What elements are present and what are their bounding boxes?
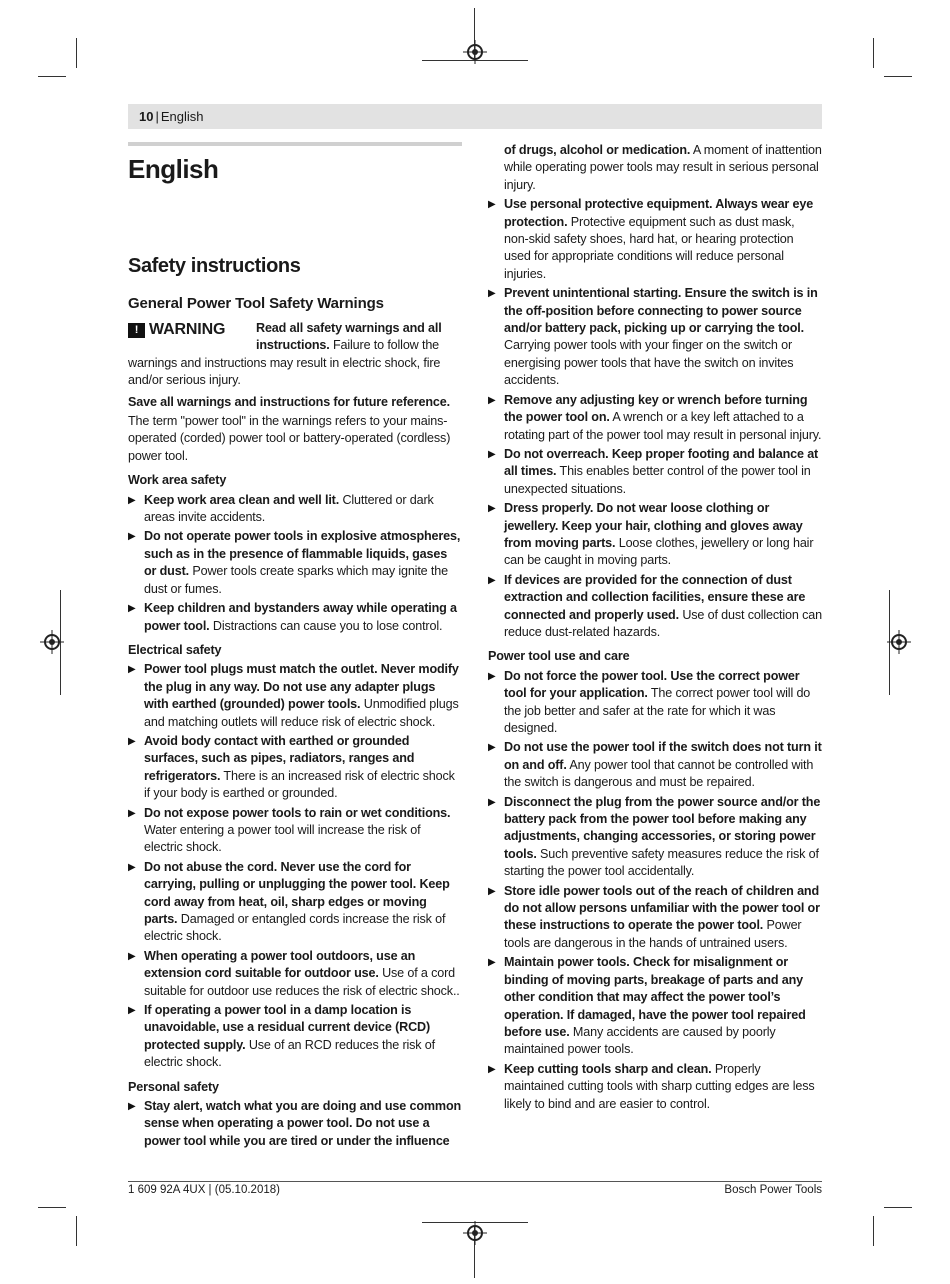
warning-icon: ! [128, 323, 145, 338]
footer-doc-code: 1 609 92A 4UX | (05.10.2018) [128, 1184, 280, 1196]
electrical-heading: Electrical safety [128, 642, 222, 657]
list-item: ▶ Do not operate power tools in explosive atmospheres, such as in the presence of flammable liquids, gases or dust. Power tools create sparks which may ignite the dust or fumes. [128, 528, 462, 598]
warning-bold: Read all safety warnings and all instructions. [256, 321, 442, 353]
list-item: ▶ Remove any adjusting key or wrench before turning the power tool on. A wrench or a key left attached to a rotating part of the power tool may result in personal injury. [488, 392, 822, 444]
registration-mark-icon [467, 44, 483, 60]
crop-mark [889, 590, 890, 695]
header-separator: | [155, 109, 159, 124]
power-tool-use-list [488, 668, 822, 1113]
list-item: ▶ Do not force the power tool. Use the correct power tool for your application. The correct power tool will do the job better and safer at the rate for which it was designed. [488, 668, 822, 738]
work-area-list [128, 492, 462, 635]
list-item: ▶ Do not overreach. Keep proper footing and balance at all times. This enables better control of the power tool in unexpected situations. [488, 446, 822, 498]
list-item: ▶ Use personal protective equipment. Always wear eye protection. Protective equipment such as dust mask, non-skid safety shoes, hard hat, or hearing protection used for appropriate conditions will reduce personal injuries. [488, 196, 822, 283]
crop-mark [884, 76, 912, 77]
list-item: ▶ Disconnect the plug from the power source and/or the battery pack from the power tool before making any adjustments, changing accessories, or storing power tools. Such preventive safety measures reduce the risk of starting the power tool accidentally. [488, 794, 822, 881]
personal-list [488, 196, 822, 641]
warning-text-label: WARNING [149, 321, 226, 338]
list-item: ▶ If devices are provided for the connection of dust extraction and collection facilities, ensure these are connected and properly used. Use of dust collection can reduce dust-related hazards. [488, 572, 822, 642]
right-column [488, 142, 822, 1115]
list-item: ▶ Keep cutting tools sharp and clean. Properly maintained cutting tools with sharp cutting edges are less likely to bind and are easier to control. [488, 1061, 822, 1113]
section-title: Safety instructions [128, 255, 301, 277]
page-number: 10 [139, 109, 154, 124]
list-item: ▶ Prevent unintentional starting. Ensure the switch is in the off-position before connecting to power source and/or battery pack, picking up or carrying the tool. Carrying power tools with your finger on the switch or energising power tools that have the switch on invites accidents. [488, 285, 822, 389]
list-item: ▶ Store idle power tools out of the reach of children and do not allow persons unfamiliar with the power tool or these instructions to operate the power tool. Power tools are dangerous in the hands of untrained users. [488, 883, 822, 953]
page-title: English [128, 154, 219, 184]
list-item-continuation: of drugs, alcohol or medication. A moment of inattention while operating power tools may result in serious personal injury. [504, 143, 822, 192]
footer-rule [128, 1181, 822, 1182]
personal-list-start [128, 1098, 462, 1150]
list-item: ▶ Do not use the power tool if the switch does not turn it on and off. Any power tool that cannot be controlled with the switch is dangerous and must be repaired. [488, 739, 822, 791]
crop-mark [873, 1216, 874, 1246]
registration-mark-icon [44, 634, 60, 650]
list-item: ▶ Stay alert, watch what you are doing and use common sense when operating a power tool. Do not use a power tool while you are tired or under the influence [128, 1098, 462, 1150]
footer-brand: Bosch Power Tools [724, 1184, 822, 1196]
warning-label [128, 320, 256, 340]
title-rule [128, 142, 462, 146]
subsection-title: General Power Tool Safety Warnings [128, 295, 384, 312]
header-language: English [160, 109, 204, 124]
page-header [128, 104, 822, 129]
crop-mark [38, 76, 66, 77]
crop-mark [38, 1207, 66, 1208]
list-item: ▶ Keep work area clean and well lit. Cluttered or dark areas invite accidents. [128, 492, 462, 527]
registration-mark-icon [891, 634, 907, 650]
list-item: ▶ Dress properly. Do not wear loose clothing or jewellery. Keep your hair, clothing and gloves away from moving parts. Loose clothes, jewellery or long hair can be caught in moving parts. [488, 500, 822, 570]
electrical-list [128, 661, 462, 1071]
crop-mark [873, 38, 874, 68]
list-item: ▶ Maintain power tools. Check for misalignment or binding of moving parts, breakage of parts and any other condition that may affect the power tool’s operation. If damaged, have the power tool repaired before use. Many accidents are caused by poorly maintained power tools. [488, 954, 822, 1058]
list-item: ▶ If operating a power tool in a damp location is unavoidable, use a residual current device (RCD) protected supply. Use of an RCD reduces the risk of electric shock. [128, 1002, 462, 1072]
list-item: ▶ Do not abuse the cord. Never use the cord for carrying, pulling or unplugging the power tool. Keep cord away from heat, oil, sharp edges or moving parts. Damaged or entangled cords increase the risk of electric shock. [128, 859, 462, 946]
personal-heading: Personal safety [128, 1079, 219, 1094]
warning-body: Failure to follow the warnings and instructions may result in electric shock, fire and/or serious injury. [128, 338, 441, 388]
crop-mark [76, 1216, 77, 1246]
crop-mark [884, 1207, 912, 1208]
list-item: ▶ Avoid body contact with earthed or grounded surfaces, such as pipes, radiators, ranges and refrigerators. There is an increased risk of electric shock if your body is earthed or grounded. [128, 733, 462, 803]
crop-mark [60, 590, 61, 695]
registration-mark-icon [467, 1225, 483, 1241]
crop-mark [76, 38, 77, 68]
power-tool-use-heading: Power tool use and care [488, 649, 630, 664]
list-item: ▶ Do not expose power tools to rain or wet conditions. Water entering a power tool will increase the risk of electric shock. [128, 805, 462, 857]
term-note: The term "power tool" in the warnings refers to your mains-operated (corded) power tool or battery-operated (cordless) power tool. [128, 414, 451, 463]
save-note: Save all warnings and instructions for future reference. [128, 394, 450, 409]
list-item: ▶ Keep children and bystanders away while operating a power tool. Distractions can cause you to lose control. [128, 600, 462, 635]
list-item: ▶ Power tool plugs must match the outlet. Never modify the plug in any way. Do not use any adapter plugs with earthed (grounded) power tools. Unmodified plugs and matching outlets will reduce risk of electric shock. [128, 661, 462, 731]
warning-block [128, 320, 462, 390]
work-area-heading: Work area safety [128, 473, 227, 488]
left-column [128, 142, 462, 1152]
list-item: ▶ When operating a power tool outdoors, use an extension cord suitable for outdoor use. Use of a cord suitable for outdoor use reduces the risk of electric shock.. [128, 948, 462, 1000]
